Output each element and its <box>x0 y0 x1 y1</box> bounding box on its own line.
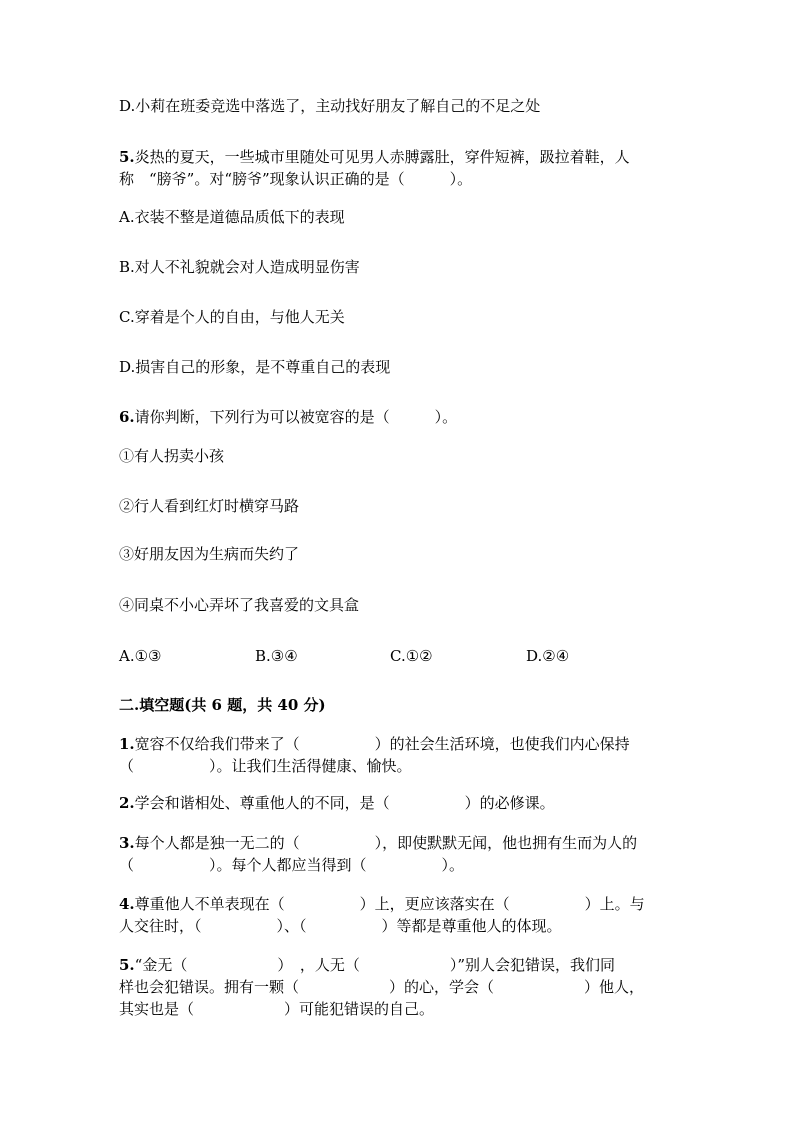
fq1-number: 1. <box>119 735 135 753</box>
q5-text: 炎热的夏天，一些城市里随处可见男人赤膊露肚，穿件短裤，趿拉着鞋，人 <box>134 148 630 166</box>
q5-line2: 称 “膀爷”。对“膀爷”现象认识正确的是（ ）。 <box>119 170 473 188</box>
q6-option-b: B.③④ <box>255 647 298 665</box>
fq4-line1 <box>119 893 645 915</box>
fq1-line1 <box>119 733 630 755</box>
fq3-text: 每个人都是独一无二的（ ），即使默默无闻，他也拥有生而为人的 <box>134 834 638 852</box>
q6-line <box>119 406 457 428</box>
fq2-text: 学会和谐相处、尊重他人的不同，是（ ）的必修课。 <box>134 794 555 812</box>
fq4-line2: 人交往时，（ ）、（ ）等都是尊重他人的体现。 <box>119 917 562 935</box>
q6-option-a: A.①③ <box>119 647 162 665</box>
fq5-line3: 其实也是（ ）可能犯错误的自己。 <box>119 1000 435 1018</box>
fq3-line1 <box>119 832 637 854</box>
q6-option-d: D.②④ <box>526 647 570 665</box>
fq5-number: 5. <box>119 956 135 974</box>
q5-number: 5. <box>119 148 135 166</box>
q5-option-a: A.衣装不整是道德品质低下的表现 <box>119 208 345 226</box>
fq5-line2: 样也会犯错误。拥有一颗（ ）的心，学会（ ）他人， <box>119 978 645 996</box>
fq1-line2: （ ）。让我们生活得健康、愉快。 <box>119 757 412 775</box>
q5-option-c: C.穿着是个人的自由，与他人无关 <box>119 308 345 326</box>
fq2-line1 <box>119 792 555 814</box>
fq3-number: 3. <box>119 834 135 852</box>
q6-option-c: C.①② <box>390 647 433 665</box>
q6-item-2: ②行人看到红灯时横穿马路 <box>119 497 300 515</box>
fq2-number: 2. <box>119 794 135 812</box>
q6-item-1: ①有人拐卖小孩 <box>119 447 225 465</box>
q6-item-4: ④同桌不小心弄坏了我喜爱的文具盒 <box>119 596 360 614</box>
q6-options <box>0 645 794 667</box>
option-d-prev: D.小莉在班委竞选中落选了，主动找好朋友了解自己的不足之处 <box>119 97 541 115</box>
q6-item-3: ③好朋友因为生病而失约了 <box>119 545 300 563</box>
fq4-text: 尊重他人不单表现在（ ）上，更应该落实在（ ）上。与 <box>134 895 645 913</box>
fq5-line1 <box>119 954 615 976</box>
section-heading: 二.填空题(共 6 题，共 40 分) <box>119 696 326 714</box>
fq1-text: 宽容不仅给我们带来了（ ）的社会生活环境，也使我们内心保持 <box>134 735 630 753</box>
fq5-text: “金无（ ） ，人无（ ）”别人会犯错误，我们同 <box>134 956 616 974</box>
q6-text: 请你判断，下列行为可以被宽容的是（ ）。 <box>134 408 458 426</box>
fq4-number: 4. <box>119 895 135 913</box>
q5-option-b: B.对人不礼貌就会对人造成明显伤害 <box>119 258 360 276</box>
q6-number: 6. <box>119 408 135 426</box>
q5-line1 <box>119 146 630 168</box>
fq3-line2: （ ）。每个人都应当得到（ ）。 <box>119 856 465 874</box>
q5-option-d: D.损害自己的形象，是不尊重自己的表现 <box>119 358 391 376</box>
